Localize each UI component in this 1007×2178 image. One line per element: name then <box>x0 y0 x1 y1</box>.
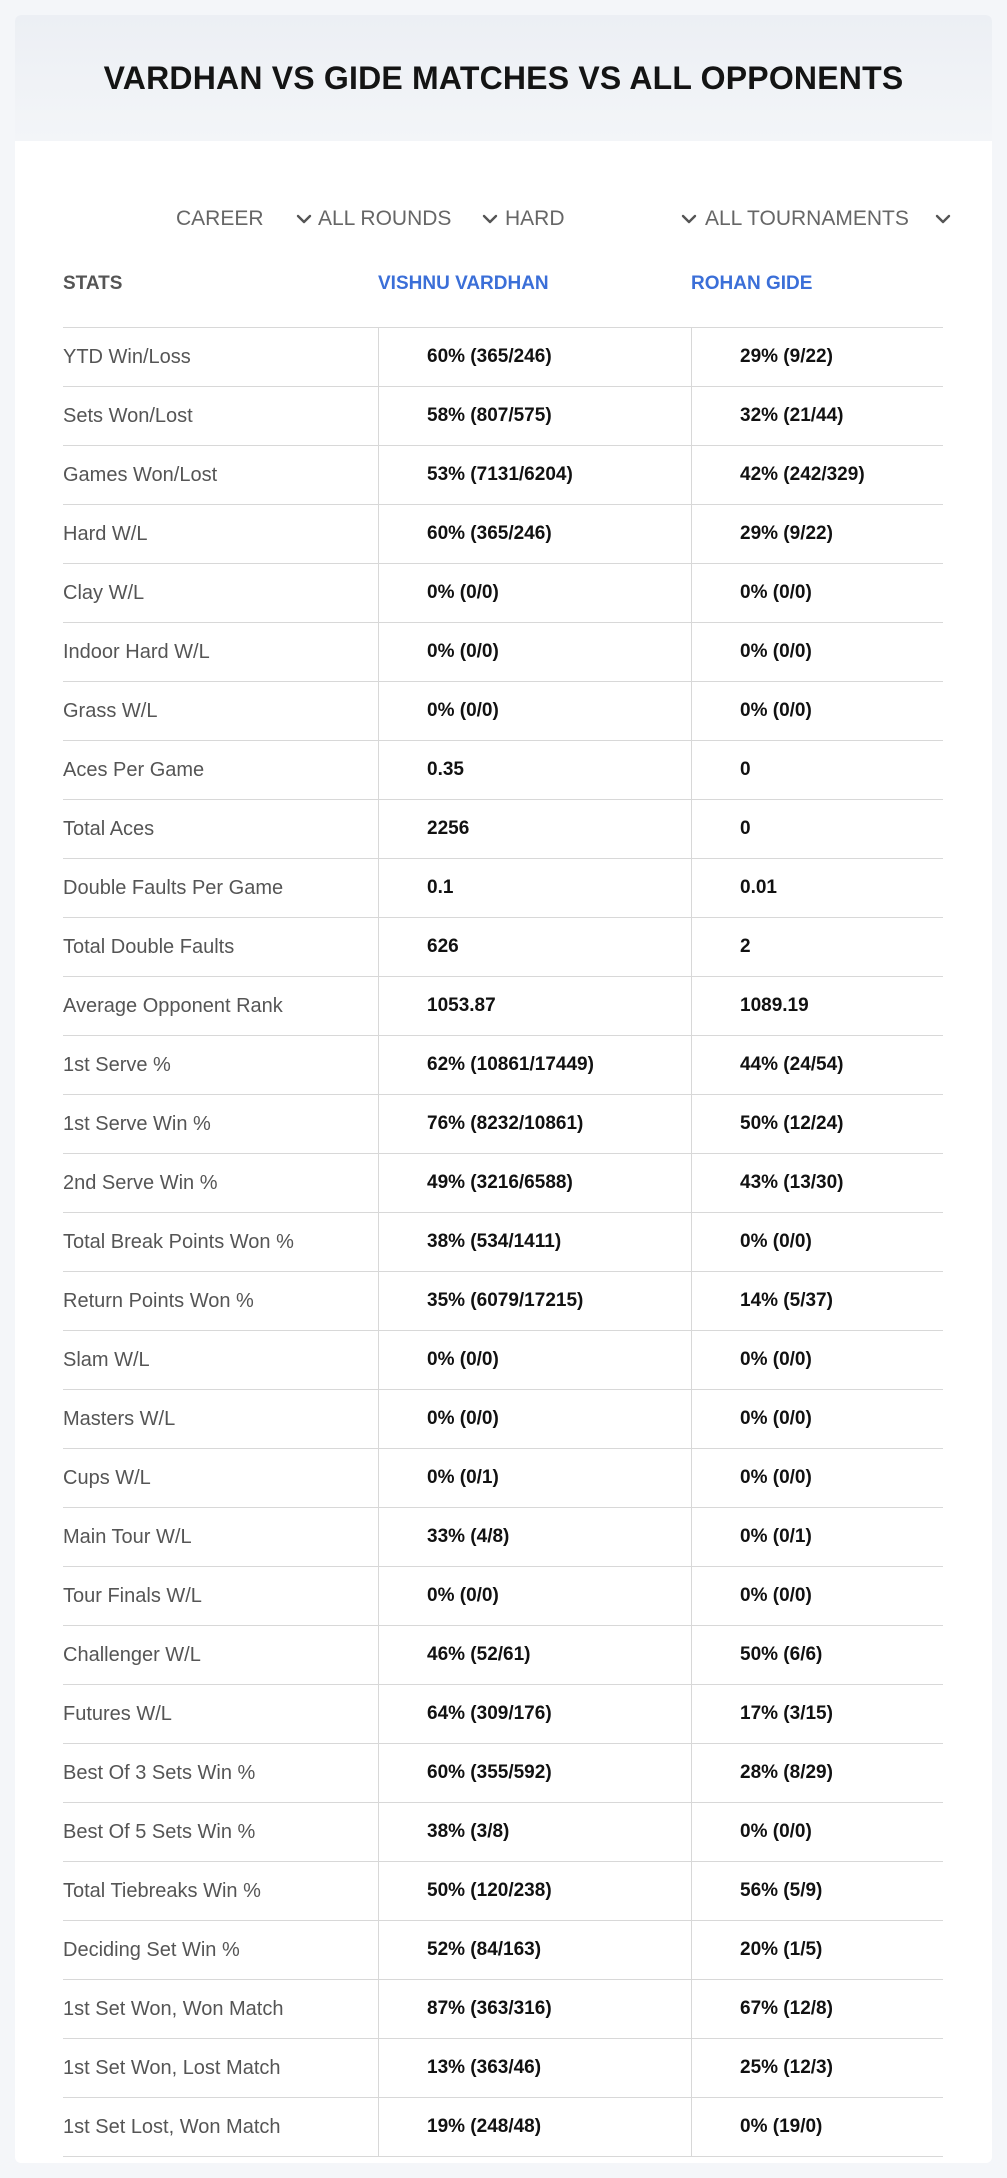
table-row <box>63 328 943 387</box>
player2-value: 0 <box>740 759 751 780</box>
player2-value-cell <box>691 1862 944 1920</box>
career-filter-dropdown[interactable] <box>176 201 312 237</box>
player2-value: 50% (6/6) <box>740 1644 823 1665</box>
column-header-player2-link[interactable]: ROHAN GIDE <box>691 273 813 294</box>
player1-value-cell <box>378 1331 692 1389</box>
player1-value-cell <box>378 1508 692 1566</box>
player1-value-cell <box>378 1685 692 1743</box>
table-row <box>63 977 943 1036</box>
stat-label: Masters W/L <box>63 1408 176 1430</box>
table-row <box>63 387 943 446</box>
stat-label: Sets Won/Lost <box>63 405 193 427</box>
player2-value: 0% (0/0) <box>740 1349 812 1370</box>
stat-label: Return Points Won % <box>63 1290 254 1312</box>
player1-value: 35% (6079/17215) <box>427 1290 584 1311</box>
player1-value-cell <box>378 1567 692 1625</box>
player2-value: 44% (24/54) <box>740 1054 844 1075</box>
player1-value: 60% (355/592) <box>427 1762 552 1783</box>
chevron-down-icon <box>935 214 951 224</box>
player1-value-cell <box>378 918 692 976</box>
player2-value-cell <box>691 977 944 1035</box>
player1-value-cell <box>378 1036 692 1094</box>
player1-value: 0% (0/0) <box>427 1408 499 1429</box>
player1-value: 50% (120/238) <box>427 1880 552 1901</box>
table-header <box>63 265 943 328</box>
filter-label: ALL TOURNAMENTS <box>705 207 909 230</box>
tournaments-filter-dropdown[interactable] <box>705 201 951 237</box>
table-row <box>63 1803 943 1862</box>
player2-value-cell <box>691 1980 944 2038</box>
stat-label: Hard W/L <box>63 523 148 545</box>
stat-label: Indoor Hard W/L <box>63 641 210 663</box>
player1-value: 13% (363/46) <box>427 2057 542 2078</box>
filter-label: CAREER <box>176 207 264 230</box>
player1-value-cell <box>378 2098 692 2156</box>
player1-value: 0% (0/0) <box>427 1349 499 1370</box>
player2-value-cell <box>691 1154 944 1212</box>
chevron-down-icon <box>681 214 697 224</box>
table-row <box>63 446 943 505</box>
stat-label: YTD Win/Loss <box>63 346 191 368</box>
filter-bar <box>15 201 992 237</box>
player2-value-cell <box>691 1331 944 1389</box>
table-row <box>63 1685 943 1744</box>
table-body <box>63 328 943 2157</box>
stat-label: Total Double Faults <box>63 936 235 958</box>
player2-value: 0% (0/0) <box>740 641 812 662</box>
player1-value: 0% (0/0) <box>427 1585 499 1606</box>
player1-value: 626 <box>427 936 459 957</box>
table-row <box>63 1862 943 1921</box>
table-row <box>63 682 943 741</box>
table-row <box>63 2039 943 2098</box>
player2-value-cell <box>691 1036 944 1094</box>
stat-label: Futures W/L <box>63 1703 172 1725</box>
player2-value-cell <box>691 682 944 740</box>
player1-value-cell <box>378 505 692 563</box>
player2-value-cell <box>691 1508 944 1566</box>
table-row <box>63 1508 943 1567</box>
player2-value-cell <box>691 623 944 681</box>
player2-value: 0% (0/0) <box>740 1467 812 1488</box>
player1-value: 38% (534/1411) <box>427 1231 562 1252</box>
stat-label: 1st Serve % <box>63 1054 171 1076</box>
player1-value-cell <box>378 682 692 740</box>
player2-value: 28% (8/29) <box>740 1762 833 1783</box>
player2-value: 14% (5/37) <box>740 1290 833 1311</box>
player1-value: 52% (84/163) <box>427 1939 542 1960</box>
page-title: VARDHAN VS GIDE MATCHES VS ALL OPPONENTS <box>103 59 904 96</box>
card-header <box>15 15 992 141</box>
stat-label: Best Of 5 Sets Win % <box>63 1821 256 1843</box>
player2-value-cell <box>691 1626 944 1684</box>
player1-value: 2256 <box>427 818 470 839</box>
player2-value: 0.01 <box>740 877 777 898</box>
player2-value: 2 <box>740 936 751 957</box>
stat-label: Total Break Points Won % <box>63 1231 294 1253</box>
column-header-stats: STATS <box>63 273 123 294</box>
stat-label: Clay W/L <box>63 582 145 604</box>
player2-value-cell <box>691 564 944 622</box>
player1-value-cell <box>378 1390 692 1448</box>
stat-label: Grass W/L <box>63 700 158 722</box>
table-row <box>63 1390 943 1449</box>
table-row <box>63 1567 943 1626</box>
table-row <box>63 564 943 623</box>
player2-value-cell <box>691 2098 944 2156</box>
player2-value-cell <box>691 1567 944 1625</box>
stat-label: Games Won/Lost <box>63 464 218 486</box>
player1-value: 60% (365/246) <box>427 523 552 544</box>
stat-label: Double Faults Per Game <box>63 877 284 899</box>
player2-value: 42% (242/329) <box>740 464 865 485</box>
player1-value-cell <box>378 1744 692 1802</box>
player2-value: 32% (21/44) <box>740 405 844 426</box>
player2-value: 1089.19 <box>740 995 809 1016</box>
player1-value-cell <box>378 387 692 445</box>
stat-label: Total Tiebreaks Win % <box>63 1880 261 1902</box>
player2-value: 0% (0/0) <box>740 1408 812 1429</box>
stat-label: 2nd Serve Win % <box>63 1172 218 1194</box>
stat-label: Aces Per Game <box>63 759 205 781</box>
player1-value: 60% (365/246) <box>427 346 552 367</box>
stat-label: 1st Serve Win % <box>63 1113 211 1135</box>
player1-value-cell <box>378 1272 692 1330</box>
player2-value-cell <box>691 505 944 563</box>
player1-value-cell <box>378 2039 692 2097</box>
player1-value-cell <box>378 328 692 386</box>
player2-value-cell <box>691 387 944 445</box>
player2-value: 0 <box>740 818 751 839</box>
player1-value-cell <box>378 1626 692 1684</box>
player1-value-cell <box>378 623 692 681</box>
table-row <box>63 1095 943 1154</box>
player2-value-cell <box>691 800 944 858</box>
player2-value: 0% (0/0) <box>740 1231 812 1252</box>
player2-value-cell <box>691 1449 944 1507</box>
table-row <box>63 1744 943 1803</box>
player1-value: 46% (52/61) <box>427 1644 531 1665</box>
stat-label: 1st Set Lost, Won Match <box>63 2116 281 2138</box>
player2-value-cell <box>691 1390 944 1448</box>
table-row <box>63 1980 943 2039</box>
stat-label: Main Tour W/L <box>63 1526 192 1548</box>
player1-value: 38% (3/8) <box>427 1821 510 1842</box>
player1-value-cell <box>378 1862 692 1920</box>
stat-label: Best Of 3 Sets Win % <box>63 1762 256 1784</box>
column-header-player1-link[interactable]: VISHNU VARDHAN <box>378 273 549 294</box>
player1-value-cell <box>378 1803 692 1861</box>
stat-label: 1st Set Won, Lost Match <box>63 2057 281 2079</box>
player2-value: 0% (0/0) <box>740 700 812 721</box>
player2-value: 0% (0/0) <box>740 1585 812 1606</box>
table-row <box>63 1154 943 1213</box>
player1-value-cell <box>378 1095 692 1153</box>
stat-label: Average Opponent Rank <box>63 995 283 1017</box>
player2-value-cell <box>691 1803 944 1861</box>
player2-value: 43% (13/30) <box>740 1172 844 1193</box>
stat-label: Total Aces <box>63 818 155 840</box>
player1-value: 0% (0/0) <box>427 582 499 603</box>
table-row <box>63 623 943 682</box>
table-row <box>63 1036 943 1095</box>
player1-value-cell <box>378 800 692 858</box>
player2-value-cell <box>691 918 944 976</box>
filter-label: ALL ROUNDS <box>318 207 452 230</box>
player2-value: 0% (0/0) <box>740 582 812 603</box>
player2-value: 50% (12/24) <box>740 1113 844 1134</box>
table-row <box>63 1626 943 1685</box>
table-row <box>63 859 943 918</box>
player1-value: 53% (7131/6204) <box>427 464 573 485</box>
player1-value-cell <box>378 1449 692 1507</box>
player2-value: 0% (19/0) <box>740 2116 823 2137</box>
player1-value: 62% (10861/17449) <box>427 1054 594 1075</box>
player1-value: 58% (807/575) <box>427 405 552 426</box>
player1-value-cell <box>378 564 692 622</box>
player1-value-cell <box>378 1980 692 2038</box>
player2-value-cell <box>691 1744 944 1802</box>
player1-value: 49% (3216/6588) <box>427 1172 573 1193</box>
stats-card <box>15 15 992 2163</box>
player1-value-cell <box>378 1921 692 1979</box>
table-row <box>63 2098 943 2157</box>
player2-value-cell <box>691 859 944 917</box>
player1-value-cell <box>378 977 692 1035</box>
player2-value-cell <box>691 1921 944 1979</box>
player2-value: 29% (9/22) <box>740 523 833 544</box>
filter-label: HARD <box>505 207 565 230</box>
player1-value: 19% (248/48) <box>427 2116 542 2137</box>
player2-value: 17% (3/15) <box>740 1703 833 1724</box>
table-row <box>63 1213 943 1272</box>
player2-value-cell <box>691 2039 944 2097</box>
player2-value: 56% (5/9) <box>740 1880 823 1901</box>
stat-label: Cups W/L <box>63 1467 151 1489</box>
table-row <box>63 1921 943 1980</box>
chevron-down-icon <box>482 214 498 224</box>
surface-filter-dropdown[interactable] <box>505 201 697 237</box>
player2-value: 0% (0/0) <box>740 1821 812 1842</box>
player2-value-cell <box>691 1685 944 1743</box>
player1-value: 0.1 <box>427 877 454 898</box>
player1-value: 1053.87 <box>427 995 496 1016</box>
player2-value-cell <box>691 741 944 799</box>
table-row <box>63 1449 943 1508</box>
table-row <box>63 741 943 800</box>
stat-label: Deciding Set Win % <box>63 1939 240 1961</box>
rounds-filter-dropdown[interactable] <box>318 201 498 237</box>
player1-value-cell <box>378 741 692 799</box>
stat-label: Challenger W/L <box>63 1644 201 1666</box>
table-row <box>63 1331 943 1390</box>
player1-value-cell <box>378 1213 692 1271</box>
player2-value: 20% (1/5) <box>740 1939 823 1960</box>
player2-value-cell <box>691 1213 944 1271</box>
player1-value: 33% (4/8) <box>427 1526 510 1547</box>
table-row <box>63 800 943 859</box>
chevron-down-icon <box>296 214 312 224</box>
player2-value-cell <box>691 1272 944 1330</box>
table-row <box>63 1272 943 1331</box>
player2-value: 25% (12/3) <box>740 2057 833 2078</box>
stat-label: Tour Finals W/L <box>63 1585 202 1607</box>
player1-value: 0% (0/0) <box>427 641 499 662</box>
player2-value: 0% (0/1) <box>740 1526 812 1547</box>
player1-value-cell <box>378 446 692 504</box>
player2-value-cell <box>691 328 944 386</box>
player1-value: 87% (363/316) <box>427 1998 552 2019</box>
player1-value: 64% (309/176) <box>427 1703 552 1724</box>
stats-table <box>63 265 943 2157</box>
player1-value-cell <box>378 1154 692 1212</box>
player1-value: 76% (8232/10861) <box>427 1113 584 1134</box>
player1-value: 0.35 <box>427 759 464 780</box>
player2-value: 29% (9/22) <box>740 346 833 367</box>
player2-value: 67% (12/8) <box>740 1998 833 2019</box>
player1-value: 0% (0/0) <box>427 700 499 721</box>
stat-label: 1st Set Won, Won Match <box>63 1998 284 2020</box>
player1-value-cell <box>378 859 692 917</box>
player2-value-cell <box>691 446 944 504</box>
table-row <box>63 918 943 977</box>
stat-label: Slam W/L <box>63 1349 150 1371</box>
player2-value-cell <box>691 1095 944 1153</box>
table-row <box>63 505 943 564</box>
player1-value: 0% (0/1) <box>427 1467 499 1488</box>
